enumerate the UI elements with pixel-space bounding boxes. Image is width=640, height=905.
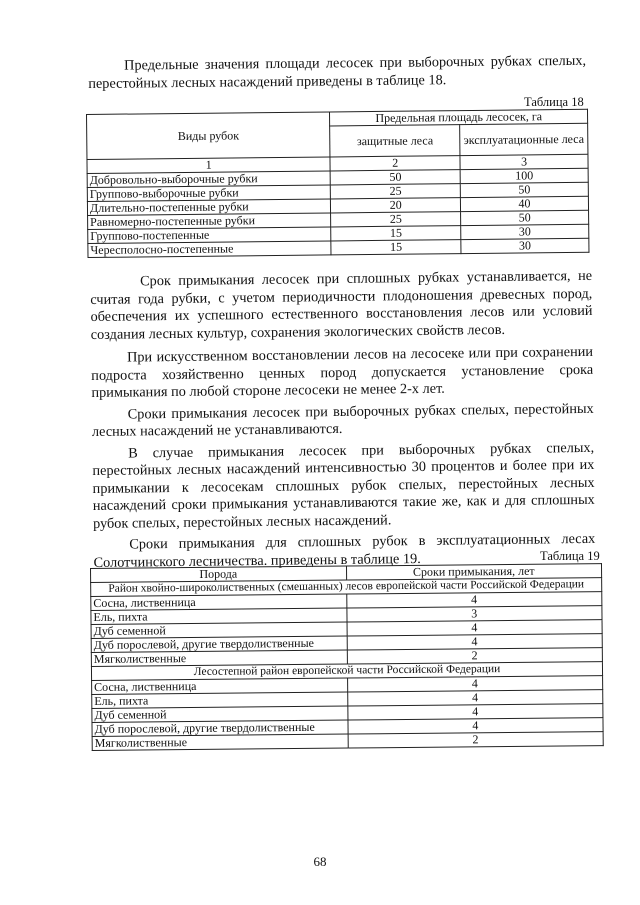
row-type: Равномерно-постепенные рубки [88,213,332,230]
row-species: Мягколиственные [91,650,347,666]
row-years: 4 [347,620,603,636]
row-years: 4 [347,690,603,706]
row-type: Длительно-постепенные рубки [87,199,331,216]
row-years: 4 [346,592,602,608]
intro-paragraph [88,53,586,93]
row-species: Дуб семенной [91,622,347,638]
row-exploit: 50 [461,210,589,225]
col-header-group: Предельная площадь лесосек, га [330,109,588,126]
row-years: 4 [348,718,604,734]
paragraph-adjacency: Срок примыкания лесосек при сплошных рубках устанавливается, не считая года рубки, с учетом периодичности плодоношения древесных пород, обеспечения их успешного естественного восстановления лесов или условий создания лесных культур, сохранения экологических свойств лесов. [90,267,593,343]
col-header-exploit: эксплуатационные леса [460,123,588,155]
col-header-type: Виды рубок [87,112,331,160]
row-species: Дуб семенной [92,706,348,722]
col-number: 3 [460,154,588,169]
table18-caption: Таблица 18 [524,95,584,109]
row-years: 4 [347,704,603,720]
row-protect: 15 [331,226,461,241]
paragraph-artificial: При искусственном восстановлении лесов на лесосеке или при сохранении подроста хозяйственно ценных пород допускается установление срока примыкания по любой стороне лесосеки не менее 2-х лет. [91,343,594,401]
row-species: Мягколиственные [92,734,348,750]
row-years: 4 [347,634,603,650]
row-protect: 50 [330,170,460,185]
row-type: Группово-выборочные рубки [87,185,331,202]
table-19 [90,563,604,751]
row-species: Ель, пихта [92,692,348,708]
row-exploit: 50 [460,182,588,197]
row-years: 3 [346,606,602,622]
row-protect: 25 [331,184,461,199]
row-type: Добровольно-выборочные рубки [87,171,331,188]
body-text [90,268,596,573]
row-type: Группово-постепенные [88,227,332,244]
row-protect: 25 [331,212,461,227]
row-years: 2 [347,648,603,664]
row-exploit: 100 [460,168,588,183]
col-header-terms: Сроки примыкания, лет [346,564,602,580]
col-header-species: Порода [91,566,347,582]
row-type: Чересполосно-постепенные [88,241,332,258]
section-mixed-forests: Район хвойно-широколиственных (смешанных) лесов европейской части Российской Федерации [91,578,602,597]
paragraph-intensity: В случае примыкания лесосек при выборочных рубках спелых, перестойных лесных насаждений интенсивностью 30 процентов и более при их примыкании к лесосекам сплошных рубок спелых, перестойных лесных насаждений сроки примыкания устанавливаются такие же, как и для сплошных рубок спелых, перестойных лесных насаждений. [92,439,595,532]
row-species: Дуб порослевой, другие твердолиственные [91,636,347,652]
row-exploit: 30 [461,238,589,253]
row-species: Сосна, лиственница [92,678,348,694]
row-species: Сосна, лиственница [91,594,347,610]
row-species: Ель, пихта [91,608,347,624]
table19-caption: Таблица 19 [540,549,600,563]
row-years: 4 [347,676,603,692]
intro-text: Предельные значения площади лесосек при выборочных рубках спелых, перестойных лесных насаждений приведены в таблице 18. [88,52,587,92]
row-years: 2 [348,732,604,748]
table-row [92,732,603,751]
paragraph-solotcha: Сроки примыкания для сплошных рубок в эксплуатационных лесах Солотчинского лесничества. приведены в таблице 19. [93,530,596,571]
paragraph-selective: Сроки примыкания лесосек при выборочных рубках спелых, перестойных лесных насаждений не устанавливаются. [91,400,594,440]
section-forest-steppe: Лесостепной район европейской части Российской Федерации [91,662,602,681]
row-protect: 20 [331,198,461,213]
col-number: 1 [87,157,331,174]
row-exploit: 40 [460,196,588,211]
page-number: 68 [313,854,327,869]
row-protect: 15 [331,240,461,255]
row-species: Дуб порослевой, другие твердолиственные [92,720,348,736]
col-header-protect: защитные леса [330,125,460,157]
col-number: 2 [330,156,460,171]
row-exploit: 30 [461,224,589,239]
table-18 [86,109,589,258]
